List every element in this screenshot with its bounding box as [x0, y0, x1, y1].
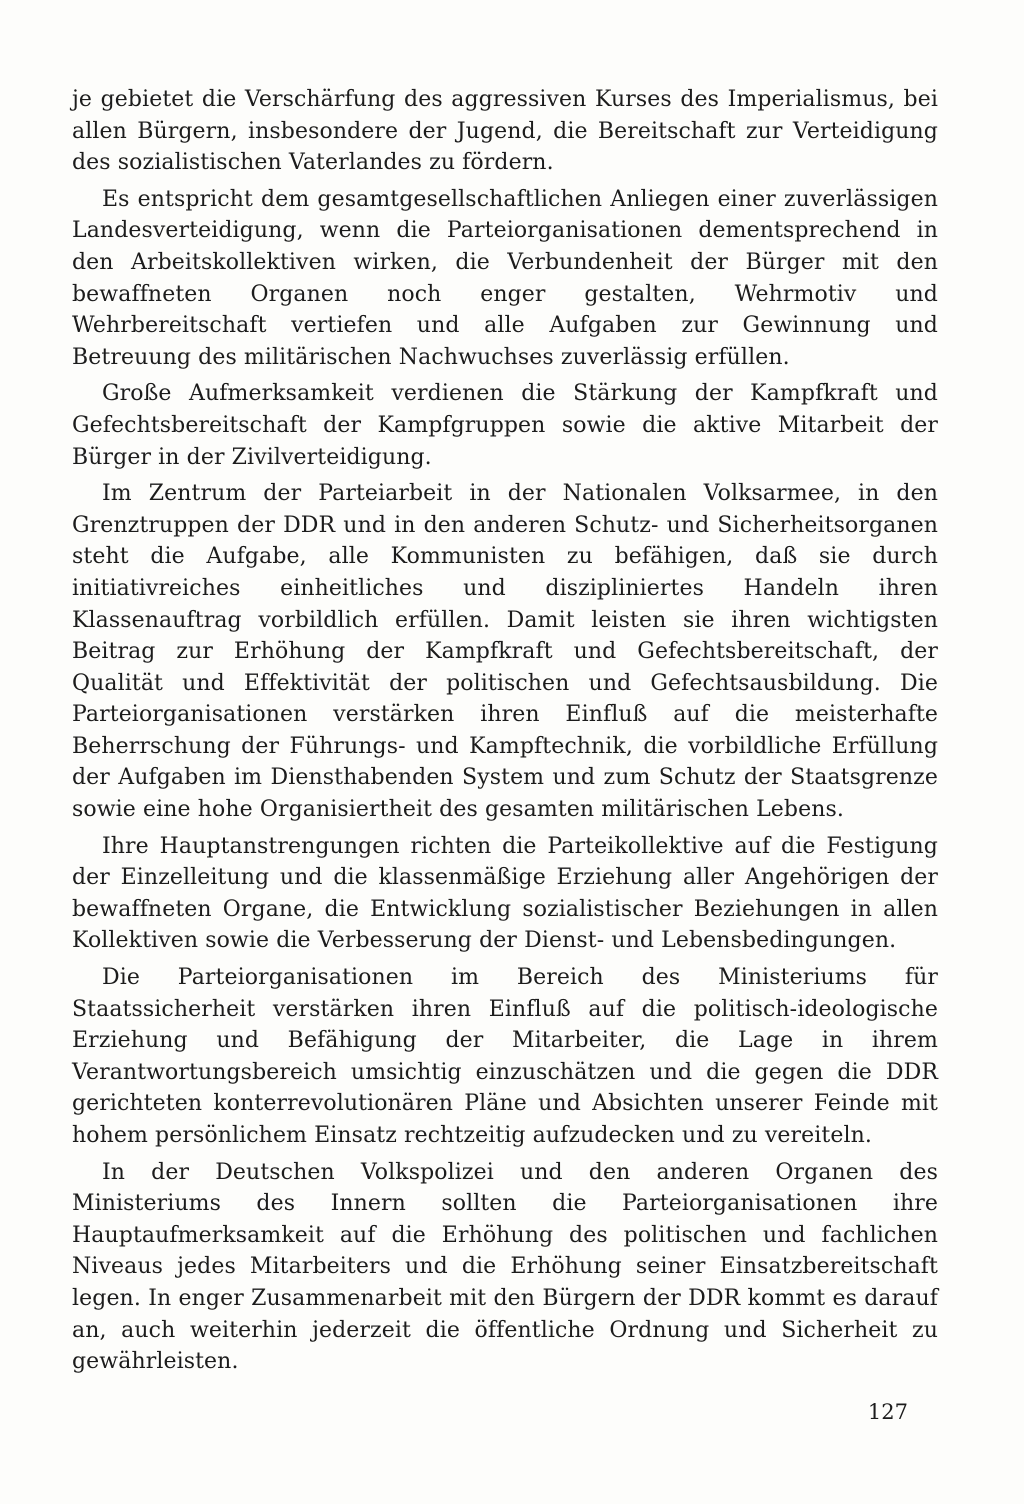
paragraph-1: je gebietet die Verschärfung des aggressiven Kurses des Imperialismus, bei allen Bürgern, insbesondere der Jugend, die Bereitschaft zur Verteidigung des sozialistischen Vaterlandes zu fördern.: [72, 87, 938, 176]
paragraph-6: Die Parteiorganisationen im Bereich des Ministeriums für Staatssicherheit verstärken ihren Einfluß auf die politisch-ideologische Erziehung und Befähigung der Mitarbeiter, die Lage in ihrem Verantwortungsbereich umsichtig einzuschätzen und die gegen die DDR gerichteten konterrevolutionären Pläne und Absichten unserer Feinde mit hohem persönlichem Einsatz rechtzeitig aufzudecken und zu vereiteln.: [72, 965, 938, 1148]
page-number: 127: [867, 1400, 908, 1424]
paragraph-7: In der Deutschen Volkspolizei und den anderen Organen des Ministeriums des Innern sollten die Parteiorganisationen ihre Hauptaufmerksamkeit auf die Erhöhung des politischen und fachlichen Niveaus jedes Mitarbeiters und die Erhöhung seiner Einsatzbereitschaft legen. In enger Zusammenarbeit mit den Bürgern der DDR kommt es darauf an, auch weiterhin jederzeit die öffentliche Ordnung und Sicherheit zu gewährleisten.: [72, 1159, 938, 1375]
paragraph-2: Es entspricht dem gesamtgesellschaftlichen Anliegen einer zuverlässigen Landesverteidigung, wenn die Parteiorganisationen dementsprechend in den Arbeitskollektiven wirken, die Verbundenheit der Bürger mit den bewaffneten Organen noch enger gestalten, Wehrmotiv und Wehrbereitschaft vertiefen und alle Aufgaben zur Gewinnung und Betreuung des militärischen Nachwuchses zuverlässig erfüllen.: [72, 186, 938, 370]
paragraph-3: Große Aufmerksamkeit verdienen die Stärkung der Kampfkraft und Gefechtsbereitschaft der Kampfgruppen sowie die aktive Mitarbeit der Bürger in der Zivilverteidigung.: [72, 381, 938, 470]
body-text: [72, 84, 938, 1383]
paragraph-4: Im Zentrum der Parteiarbeit in der Nationalen Volksarmee, in den Grenztruppen der DDR und in den anderen Schutz- und Sicherheitsorganen steht die Aufgabe, alle Kommunisten zu befähigen, daß sie durch initiativreiches einheitliches und diszipliniertes Handeln ihren Klassenauftrag vorbildlich erfüllen. Damit leisten sie ihren wichtigsten Beitrag zur Erhöhung der Kampfkraft und Gefechtsbereitschaft, der Qualität und Effektivität der politischen und Gefechtsausbildung. Die Parteiorganisationen verstärken ihren Einfluß auf die meisterhafte Beherrschung der Führungs- und Kampftechnik, die vorbildliche Erfüllung der Aufgaben im Diensthabenden System und zum Schutz der Staatsgrenze sowie eine hohe Organisiertheit des gesamten militärischen Lebens.: [72, 481, 938, 823]
paragraph-5: Ihre Hauptanstrengungen richten die Parteikollektive auf die Festigung der Einzelleitung und die klassenmäßige Erziehung aller Angehörigen der bewaffneten Organe, die Entwicklung sozialistischer Beziehungen in allen Kollektiven sowie die Verbesserung der Dienst- und Lebensbedingungen.: [72, 833, 938, 954]
